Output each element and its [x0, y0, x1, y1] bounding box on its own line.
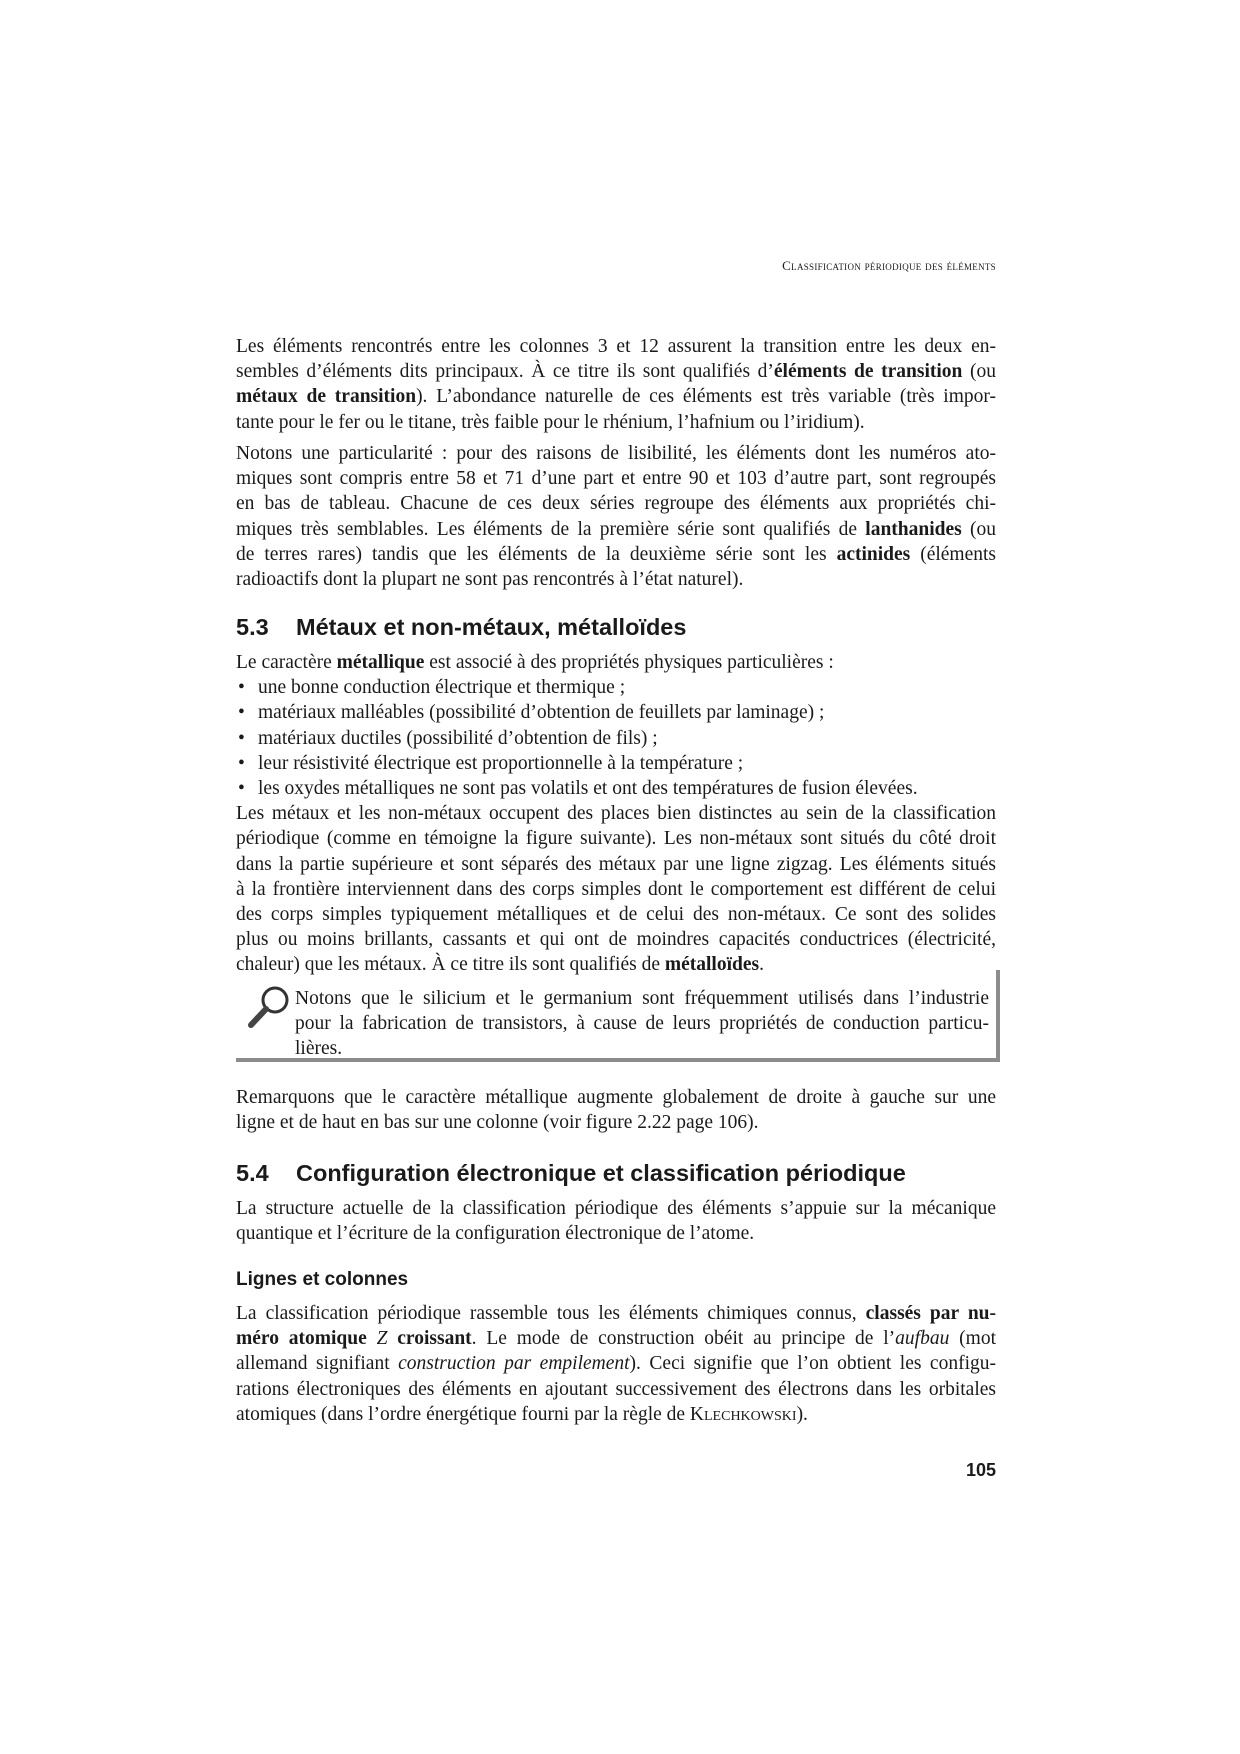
- bold-text: méro atomique: [236, 1328, 377, 1350]
- text-run: est associé à des propriétés physiques particulières :: [424, 652, 834, 673]
- text-line: [236, 1377, 996, 1402]
- bold-text: classés par nu-: [865, 1303, 997, 1324]
- list-item-text: matériaux malléables (possibilité d’obtention de feuillets par laminage) ;: [258, 702, 825, 724]
- text-line: [236, 517, 996, 542]
- note-text: [295, 986, 989, 1062]
- small-caps-name: Klechkowski: [689, 1403, 797, 1425]
- text-run: Les métaux et les non-métaux occupent des places bien distinctes au sein de la classification: [236, 803, 996, 825]
- text-line: [236, 466, 996, 491]
- text-line: [236, 650, 996, 675]
- paragraph-aufbau: [236, 1301, 996, 1427]
- list-item: [236, 776, 996, 801]
- text-run: Notons une particularité : pour des raisons de lisibilité, les éléments dont les numéros ato-: [236, 443, 996, 464]
- text-line: [236, 491, 996, 516]
- text-run: pour la fabrication de transistors, à cause de leurs propriétés de conduction particu-: [295, 1013, 989, 1035]
- text-line: [236, 902, 996, 927]
- text-run: La classification périodique rassemble tous les éléments chimiques connus,: [236, 1303, 866, 1324]
- section-number: 5.4: [236, 1160, 269, 1186]
- text-line: [295, 1036, 989, 1061]
- text-run: radioactifs dont la plupart ne sont pas rencontrés à l’état naturel).: [236, 568, 744, 590]
- list-item-text: matériaux ductiles (possibilité d’obtention de fils) ;: [258, 727, 658, 749]
- text-run: rations électroniques des éléments en ajoutant successivement des électrons dans les orbitales: [236, 1378, 996, 1400]
- section-title: Métaux et non-métaux, métalloïdes: [296, 614, 687, 640]
- text-line: [236, 359, 996, 384]
- bullet-icon: •: [238, 677, 245, 699]
- text-line: [236, 1196, 996, 1221]
- bold-text: éléments de transition: [773, 361, 963, 383]
- italic-text: Z: [376, 1328, 388, 1350]
- bold-text: actinides: [836, 543, 911, 565]
- text-line: [295, 1011, 989, 1036]
- paragraph-metallic-trend: [236, 1085, 996, 1135]
- magnifier-icon: [246, 984, 292, 1030]
- text-line: [236, 567, 996, 592]
- text-run: à la frontière interviennent dans des corps simples dont le comportement est différent de celui: [236, 878, 996, 900]
- text-line: [236, 1301, 996, 1326]
- paragraph-transition-elements: [236, 334, 996, 435]
- text-run: La structure actuelle de la classification périodique des éléments s’appuie sur la mécanique: [236, 1198, 996, 1219]
- list-item: [236, 726, 996, 751]
- paragraph-structure: [236, 1196, 996, 1246]
- metals-block: [236, 650, 996, 977]
- text-line: [236, 877, 996, 902]
- text-run: des corps simples typiquement métalliques et de celui des non-métaux. Ce sont des solides: [236, 903, 996, 925]
- text-line: [236, 384, 996, 409]
- text-run: ligne et de haut en bas sur une colonne (voir figure 2.22 page 106).: [236, 1112, 759, 1134]
- list-item-text: leur résistivité électrique est proportionnelle à la température ;: [258, 752, 744, 774]
- text-run: plus ou moins brillants, cassants et qui ont de moindres capacités conductrices (électricité,: [236, 929, 996, 951]
- list-item: [236, 751, 996, 776]
- section-heading-5-3: [236, 613, 996, 641]
- bullet-icon: •: [238, 727, 245, 749]
- list-item-text: une bonne conduction électrique et thermique ;: [258, 677, 626, 699]
- note-box: [236, 970, 1000, 1062]
- text-run: ). L’abondance naturelle de ces éléments est très variable (très impor-: [416, 386, 996, 408]
- bold-text: lanthanides: [865, 518, 962, 540]
- text-run: sembles d’éléments dits principaux. À ce titre ils sont qualifiés d’: [236, 361, 774, 383]
- text-run: Le caractère: [236, 652, 337, 673]
- text-run: chaleur) que les métaux. À ce titre ils sont qualifiés de: [236, 954, 665, 976]
- text-run: ). Ceci signifie que l’on obtient les configu-: [629, 1353, 996, 1375]
- text-run: .: [759, 954, 764, 976]
- text-run: périodique (comme en témoigne la figure suivante). Les non-métaux sont situés du côté droit: [236, 828, 996, 850]
- list-item-text: les oxydes métalliques ne sont pas volatils et ont des températures de fusion élevées.: [258, 777, 918, 799]
- list-item: [236, 675, 996, 700]
- section-number: 5.3: [236, 614, 269, 640]
- text-line: [295, 986, 989, 1011]
- bullet-icon: •: [238, 752, 245, 774]
- text-run: (ou: [962, 361, 996, 383]
- text-run: lières.: [295, 1038, 343, 1060]
- text-run: en bas de tableau. Chacune de ces deux séries regroupe des éléments aux propriétés chi-: [236, 493, 996, 515]
- running-head: Classification périodique des éléments: [782, 258, 996, 273]
- text-line: [236, 927, 996, 952]
- text-run: . Le mode de construction obéit au principe de l’: [471, 1328, 896, 1350]
- page-number: 105: [965, 1460, 996, 1480]
- text-line: [236, 801, 996, 826]
- paragraph-lanthanides-actinides: [236, 441, 996, 592]
- text-line: [236, 1402, 996, 1427]
- text-run: Les éléments rencontrés entre les colonnes 3 et 12 assurent la transition entre les deux en-: [236, 336, 996, 357]
- paragraph-metallic-intro: [236, 650, 996, 675]
- text-line: [236, 410, 996, 435]
- text-run: Notons que le silicium et le germanium sont fréquemment utilisés dans l’industrie: [295, 988, 989, 1009]
- text-run: tante pour le fer ou le titane, très faible pour le rhénium, l’hafnium ou l’iridium).: [236, 411, 865, 433]
- text-run: miques sont compris entre 58 et 71 d’une part et entre 90 et 103 d’autre part, sont regroupés: [236, 468, 996, 490]
- bold-text: croissant: [387, 1328, 472, 1350]
- bullet-icon: •: [238, 777, 245, 799]
- text-line: [236, 441, 996, 466]
- bold-text: métaux de transition: [236, 386, 417, 408]
- section-heading-5-4: [236, 1159, 996, 1187]
- paragraph-metals-nonmetals: [236, 801, 996, 977]
- bullet-icon: •: [238, 702, 245, 724]
- text-line: [236, 1085, 996, 1110]
- text-line: [236, 334, 996, 359]
- text-line: [236, 1351, 996, 1376]
- text-line: [236, 542, 996, 567]
- text-run: atomiques (dans l’ordre énergétique fourni par la règle de: [236, 1403, 690, 1425]
- subsection-heading: Lignes et colonnes: [236, 1269, 409, 1290]
- text-run: quantique et l’écriture de la configuration électronique de l’atome.: [236, 1223, 755, 1245]
- text-run: miques très semblables. Les éléments de la première série sont qualifiés de: [236, 518, 866, 540]
- italic-text: construction par empilement: [398, 1353, 630, 1375]
- bullet-list: [236, 675, 996, 801]
- text-line: [236, 1110, 996, 1135]
- text-run: (mot: [949, 1328, 996, 1350]
- text-run: ).: [796, 1403, 808, 1425]
- text-run: dans la partie supérieure et sont séparés des métaux par une ligne zigzag. Les éléments situés: [236, 853, 996, 875]
- text-line: [236, 1326, 996, 1351]
- text-run: de terres rares) tandis que les éléments de la deuxième série sont les: [236, 543, 837, 565]
- italic-text: aufbau: [895, 1328, 950, 1350]
- text-line: [236, 1221, 996, 1246]
- text-line: [236, 826, 996, 851]
- text-line: [236, 852, 996, 877]
- text-run: (ou: [961, 518, 996, 540]
- text-run: (éléments: [910, 543, 996, 565]
- section-title: Configuration électronique et classification périodique: [296, 1160, 906, 1186]
- bold-text: métallique: [336, 652, 425, 673]
- list-item: [236, 700, 996, 725]
- bold-text: métalloïdes: [664, 954, 760, 976]
- text-run: Remarquons que le caractère métallique augmente globalement de droite à gauche sur une: [236, 1087, 996, 1108]
- text-run: allemand signifiant: [236, 1353, 399, 1375]
